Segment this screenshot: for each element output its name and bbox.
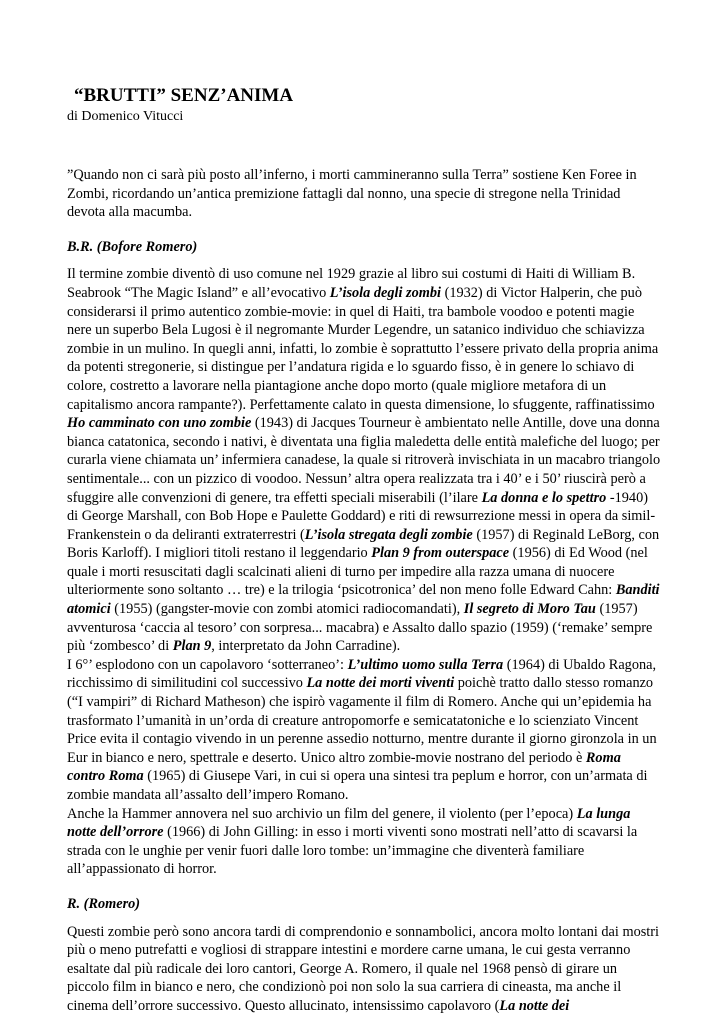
text-run: (1932) di Victor Halperin, che può considerarsi il primo autentico zombie-movie: in quel di Haiti, tra bambole voodoo e potenti magie nere un superbo Bela Lugosi è il negromante Murder Legendre, un satanico individuo che schiavizza zombie in un mulino. In quegli anni, infatti, lo zombie è soprattutto l’essere privato della propria anima da potenti stregonerie, si distingue per l’andatura rigida e lo sguardo fisso, è in genere lo schiavo di colore, costretto a lavorare nella piantagione anche dopo morto (quale migliore metafora di un capitalismo ancora rampante?). Perfettamente calato in questa dimensione, lo sfuggente, raffinatissimo [67, 284, 659, 413]
text-run: (1956) di Ed Wood (nel quale i morti resuscitati dagli scalcinati alieni di turno per impedire alla razza umana di nuocere ulteriormente sono soltanto … tre) e la trilogia ‘psicotronica’ del non meno folle Edward Cahn: [67, 545, 648, 599]
text-run: I 6°’ esplodono con un capolavoro ‘sotterraneo’: [67, 656, 348, 673]
film-title: L’isola stregata degli zombie [304, 526, 473, 543]
section-heading-romero: R. (Romero) [67, 895, 141, 912]
text-run: poichè tratto dallo stesso romanzo (“I vampiri” di Richard Matheson) che ispirò vagamente il film di Romero. Anche qui un’epidemia ha trasformato l’umanità in un’orda di creature antropomorfe e semicatatoniche e lo scienziato Vincent Price evita il contagio vivendo in un perenne assedio notturno, mentre durante il giorno gironzola in un Eur in bianco e nero, spettrale e deserto. Unico altro zombie-movie nostrano del periodo è [67, 675, 657, 766]
document-page [67, 84, 662, 1016]
film-title: Ho camminato con uno zombie [67, 415, 252, 432]
text-run: (1943) di Jacques Tourneur è ambientato nelle Antille, dove una donna bianca catatonica, secondo i nativi, è diventata una figlia maledetta delle entità malefiche del luogo; per curarla viene chiamata un’ infermiera canadese, la quale si ritroverà invischiata in un macabro triangolo sentimentale... con un pizzico di voodoo. Nessun’ altra opera realizzata tra i 40’ e i 50’ riuscirà però a sfuggire alle convenzioni di genere, tra effetti speciali miserabili (l’ilare [67, 415, 661, 506]
article-title: “BRUTTI” SENZ’ANIMA [74, 85, 294, 106]
intro-paragraph: ”Quando non ci sarà più posto all’inferno, i morti cammineranno sulla Terra” sostiene Ken Foree in Zombi, ricordando un’antica premizione fattagli dal nonno, una specie di stregone nella Trinidad devota alla macumba. [67, 167, 637, 221]
byline: di Domenico Vitucci [67, 109, 184, 124]
film-title: La notte dei morti viventi [306, 675, 455, 692]
film-title: L’ultimo uomo sulla Terra [347, 656, 504, 673]
text-run: (1966) di John Gilling: in esso i morti viventi sono mostrati nell’atto di scavarsi la strada con le unghie per venir fuori dalle loro tombe: un’immagine che diventerà familiare all’appassionato di horror. [67, 824, 638, 878]
paragraph-sixties [67, 656, 662, 805]
text-run: (1964) di Ubaldo Ragona, ricchissimo di similitudini col successivo [67, 656, 657, 692]
text-run: Questi zombie però sono ancora tardi di comprendonio e sonnambolici, ancora molto lontani dai mostri più o meno putrefatti e vogliosi di strappare intestini e mordere carne umana, le cui gesta verranno esaltate dal più radicale dei loro cantori, George A. Romero, il quale nel 1968 pensò di girare un piccolo film in bianco e nero, che condizionò poi non solo la sua carriera di cineasta, ma anche il cinema dell’orrore successivo. Questo allucinato, intensissimo capolavoro ( [67, 923, 659, 1014]
paragraph-origins [67, 265, 662, 655]
paragraph-hammer [67, 805, 662, 879]
text-run: -1940) di George Marshall, con Bob Hope e Paulette Goddard) e riti di rewsurrezione messi in opera da simil-Frankenstein o da deliranti extraterrestri ( [67, 489, 656, 543]
film-title: Plan 9 from outerspace [371, 545, 510, 562]
film-title: Roma contro Roma [67, 749, 621, 785]
film-title: La donna e lo spettro [481, 489, 607, 506]
film-title: Banditi atomici [67, 582, 660, 618]
film-title: La lunga notte dell’orrore [67, 805, 631, 841]
film-title: Il segreto di Moro Tau [463, 601, 596, 618]
paragraph-romero [67, 923, 662, 1016]
film-title: L’isola degli zombi [329, 284, 441, 301]
text-run: (1957) di Reginald LeBorg, con Boris Karloff). I migliori titoli restano il leggendario [67, 526, 660, 562]
text-run: (1965) di Giusepe Vari, in cui si opera una sintesi tra peplum e horror, con un’armata di zombie mandata all’assalto dell’impero Romano. [67, 768, 648, 803]
film-title: La notte dei [499, 997, 570, 1014]
text-run: Anche la Hammer annovera nel suo archivio un film del genere, il violento (per l’epoca) [67, 805, 577, 822]
film-title: Plan 9 [172, 638, 212, 655]
text-run: , interpretato da John Carradine). [211, 638, 401, 655]
text-run: (1957) avventurosa ‘caccia al tesoro’ con sorpresa... macabra) e Assalto dallo spazio (1959) (‘remake’ sempre più ‘zombesco’ di [67, 601, 653, 655]
text-run: (1955) (gangster-movie con zombi atomici radiocomandati), [110, 601, 464, 618]
section-heading-bofore-romero: B.R. (Bofore Romero) [67, 238, 198, 255]
text-run: Il termine zombie diventò di uso comune nel 1929 grazie al libro sui costumi di Haiti di William B. Seabrook “The Magic Island” e all’evocativo [67, 266, 636, 301]
